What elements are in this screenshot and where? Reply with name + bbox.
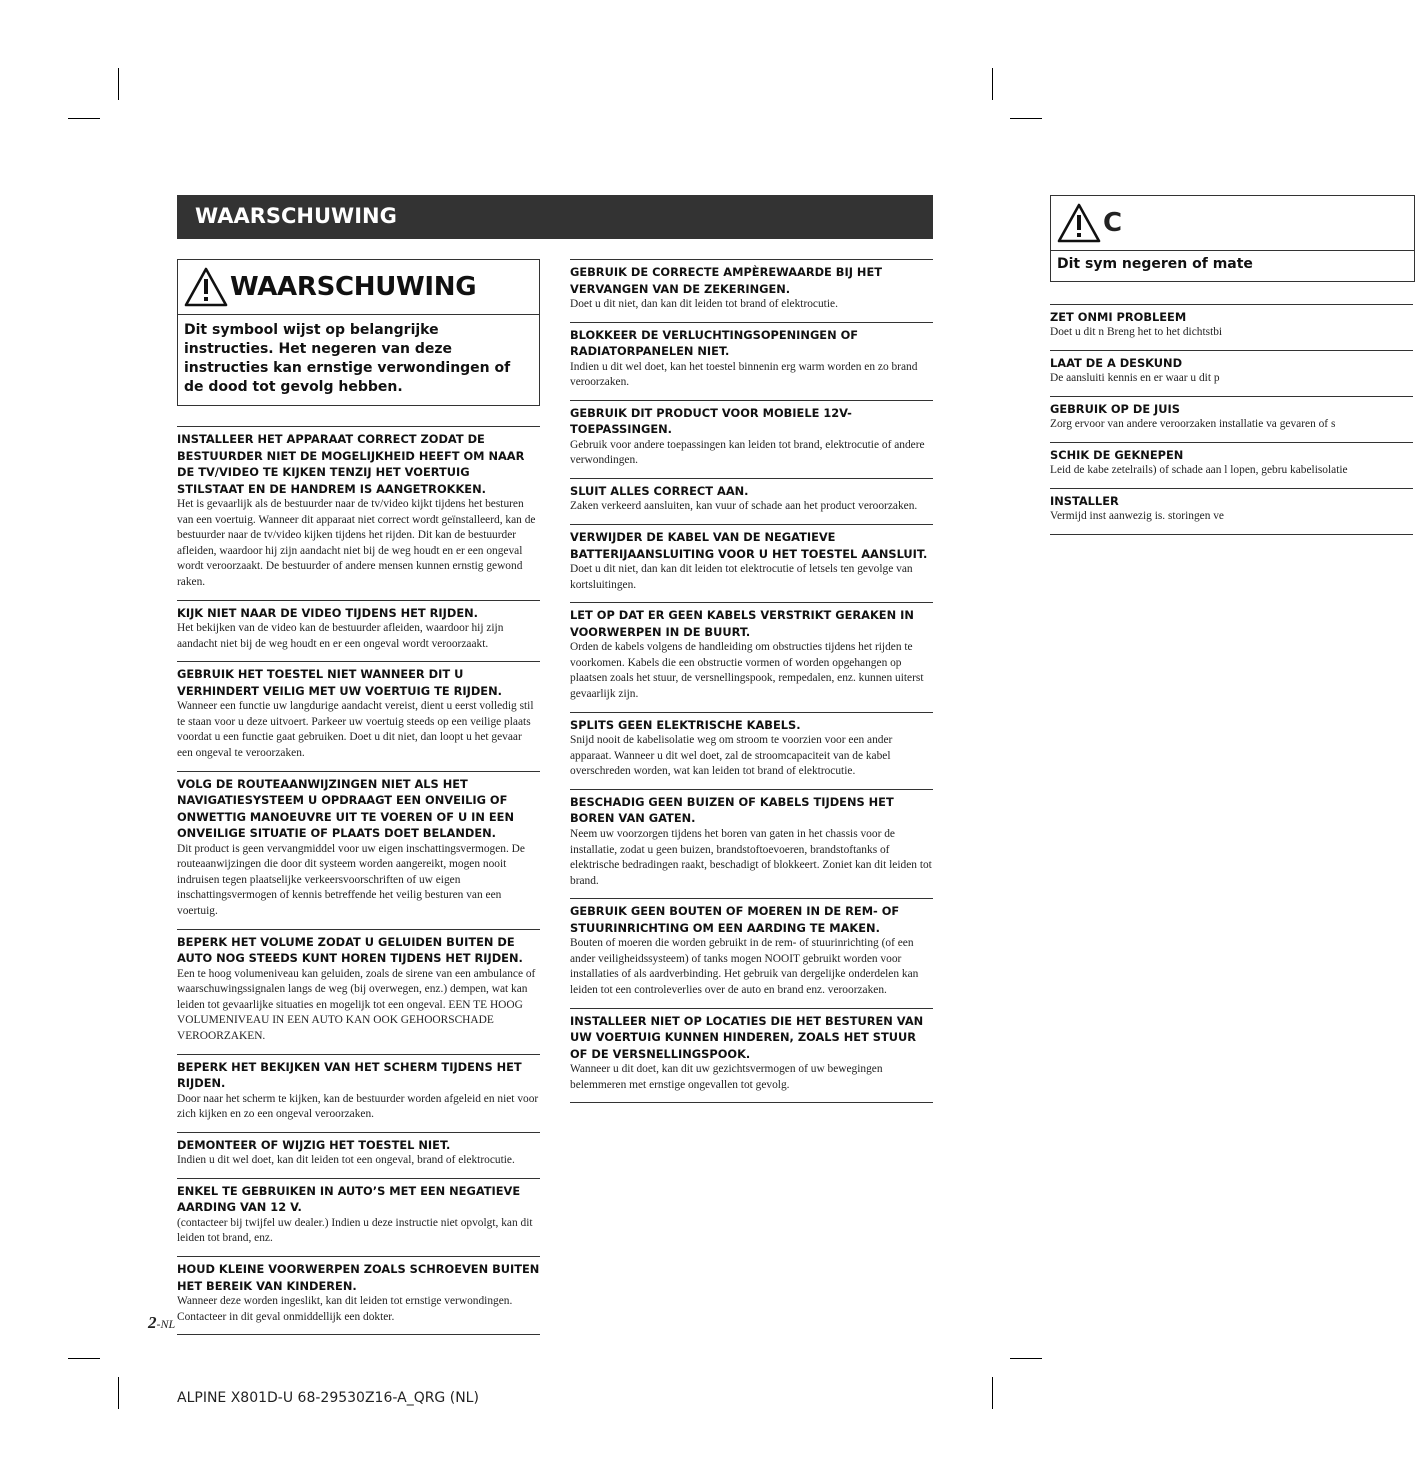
left-sections [177, 426, 540, 1335]
section-heading: HOUD KLEINE VOORWERPEN ZOALS SCHROEVEN BUITEN HET BEREIK VAN KINDEREN. [177, 1262, 540, 1293]
section-body: (contacteer bij twijfel uw dealer.) Indien u deze instructie niet opvolgt, kan dit leiden tot brand, enz. [177, 1216, 533, 1245]
section-heading: INSTALLER [1050, 493, 1119, 508]
crop-mark [118, 68, 119, 100]
warning-section [570, 478, 933, 524]
caution-section [1050, 304, 1413, 350]
warning-section [177, 929, 540, 1054]
page-number [148, 1313, 175, 1333]
section-heading: VERWIJDER DE KABEL VAN DE NEGATIEVE BATTERIJAANSLUITING VOOR U HET TOESTEL AANSLUIT. [570, 530, 928, 561]
banner-rule [177, 236, 933, 239]
section-heading: GEBRUIK DE CORRECTE AMPÈREWAARDE BIJ HET VERVANGEN VAN DE ZEKERINGEN. [570, 265, 883, 296]
warning-section [177, 1178, 540, 1256]
section-body: Doet u dit niet, dan kan dit leiden tot elektrocutie of letsels ten gevolge van kortsluitingen. [570, 563, 913, 591]
section-body: Vermijd inst aanwezig is. storingen ve [1050, 510, 1224, 523]
crop-mark [1010, 1358, 1042, 1359]
caution-box [1050, 195, 1415, 282]
crop-mark [992, 68, 993, 100]
caution-box-header [1051, 196, 1414, 251]
warning-box-text: Dit symbool wijst op belangrijke instructies. Het negeren van deze instructies kan ernstige verwondingen of de dood tot gevolg hebben. [184, 322, 511, 395]
section-heading: GEBRUIK DIT PRODUCT VOOR MOBIELE 12V-TOEPASSINGEN. [570, 405, 852, 437]
section-heading: GEBRUIK OP DE JUIS [1050, 401, 1180, 416]
section-heading: ENKEL TE GEBRUIKEN IN AUTO’S MET EEN NEGATIEVE AARDING VAN 12 V. [177, 1183, 521, 1215]
warning-section [570, 1008, 933, 1104]
page-number-suffix: -NL [156, 1317, 176, 1331]
warning-triangle-icon [1057, 203, 1101, 243]
warning-box-title: WAARSCHUWING [230, 272, 477, 302]
section-heading: KIJK NIET NAAR DE VIDEO TIJDENS HET RIJDEN. [177, 605, 479, 620]
warning-section [570, 602, 933, 711]
section-body: Het bekijken van de video kan de bestuurder afleiden, waardoor hij zijn aandacht niet bij de weg houdt en er een ongeval wordt veroorzaakt. [177, 622, 504, 650]
crop-mark [68, 1358, 100, 1359]
section-body: Neem uw voorzorgen tijdens het boren van gaten in het chassis voor de installatie, zodat u geen buizen, brandstoftoevoeren, brandstoftanks of elektrische bedradingen raakt, beschadigt of blokkeert. Zoniet kan dit leiden tot brand. [570, 827, 932, 887]
section-body: Het is gevaarlijk als de bestuurder naar de tv/video kijkt tijdens het besturen van een voertuig. Wanneer dit apparaat niet correct wordt geïnstalleerd, kan de bestuurder naar de tv/video kijken tijdens het rijden. Dit kan de bestuurder afleiden, waardoor hij zijn aandacht niet bij de weg houdt en er een ongeval wordt veroorzaakt. De bestuurder of andere mensen kunnen ernstig gewond raken. [177, 498, 536, 588]
warning-triangle-icon [184, 267, 228, 307]
warning-section [177, 1054, 540, 1132]
section-body: Dit product is geen vervangmiddel voor uw eigen inschattingsvermogen. De routeaanwijzingen die door dit systeem worden aangereikt, mogen nooit indruisen tegen plaatselijke verkeersvoorschriften of uw eigen inschattingsvermogen of kennis betreffende het veilig besturen van een voertuig. [177, 842, 525, 917]
middle-column [570, 259, 933, 1103]
section-heading: GEBRUIK GEEN BOUTEN OF MOEREN IN DE REM- OF STUURINRICHTING OM EEN AARDING TE MAKEN. [570, 904, 900, 935]
section-body: Wanneer een functie uw langdurige aandacht vereist, dient u eerst volledig stil te staan voor u deze uitvoert. Parkeer uw voertuig steeds op een veilige plaats voordat u een functie gaat gebruiken. Doet u dit niet, dan loopt u het gevaar een ongeval te veroorzaken. [177, 700, 534, 760]
warning-section [177, 1132, 540, 1178]
section-body: Zaken verkeerd aansluiten, kan vuur of schade aan het product veroorzaken. [570, 500, 918, 513]
section-body: Leid de kabe zetelrails) of schade aan l lopen, gebru kabelisolatie [1050, 464, 1348, 477]
section-heading: LET OP DAT ER GEEN KABELS VERSTRIKT GERAKEN IN VOORWERPEN IN DE BUURT. [570, 608, 914, 639]
crop-mark [992, 1377, 993, 1409]
document-footer: ALPINE X801D-U 68-29530Z16-A_QRG (NL) [177, 1390, 479, 1406]
section-heading: VOLG DE ROUTEAANWIJZINGEN NIET ALS HET NAVIGATIESYSTEEM U OPDRAAGT EEN ONVEILIG OF ONWETTIG MANOEUVRE UIT TE VOEREN OF U IN EEN ONVEILIGE SITUATIE OF PLAATS DOET BELANDEN. [177, 776, 514, 841]
warning-section [570, 259, 933, 322]
section-heading: DEMONTEER OF WIJZIG HET TOESTEL NIET. [177, 1137, 451, 1152]
section-body: Wanneer deze worden ingeslikt, kan dit leiden tot ernstige verwondingen. Contacteer in dit geval onmiddellijk een dokter. [177, 1295, 513, 1323]
warning-section [177, 1256, 540, 1335]
warning-section [570, 524, 933, 602]
crop-mark [1010, 118, 1042, 119]
caution-box-text: Dit sym negeren of mate [1057, 256, 1253, 272]
section-heading: BLOKKEER DE VERLUCHTINGSOPENINGEN OF RADIATORPANELEN NIET. [570, 327, 859, 359]
section-heading: BESCHADIG GEEN BUIZEN OF KABELS TIJDENS HET BOREN VAN GATEN. [570, 794, 894, 826]
section-heading: LAAT DE A DESKUND [1050, 355, 1183, 370]
section-body: Wanneer u dit doet, kan dit uw gezichtsvermogen of uw bewegingen belemmeren met ernstige ongevallen tot gevolg. [570, 1063, 883, 1091]
caution-section [1050, 442, 1413, 488]
left-column [177, 259, 540, 1335]
section-heading: INSTALLEER NIET OP LOCATIES DIE HET BESTUREN VAN UW VOERTUIG KUNNEN HINDEREN, ZOALS HET STUUR OF DE VERSNELLINGSPOOK. [570, 1013, 924, 1061]
caution-section [1050, 488, 1413, 535]
warning-section [570, 322, 933, 400]
section-heading: BEPERK HET VOLUME ZODAT U GELUIDEN BUITEN DE AUTO NOG STEEDS KUNT HOREN TIJDENS HET RIJDEN. [177, 934, 523, 966]
section-body: Zorg ervoor van andere veroorzaken installatie va gevaren of s [1050, 418, 1336, 431]
warning-section [570, 712, 933, 789]
warning-box-header [178, 260, 539, 315]
section-body: Snijd nooit de kabelisolatie weg om stroom te voorzien voor een ander apparaat. Wanneer u dit wel doet, zal de stroomcapaciteit van de kabel overschreden worden, wat kan leiden tot brand of elektrocutie. [570, 734, 893, 778]
section-body: Orden de kabels volgens de handleiding om obstructies tijdens het rijden te voorkomen. Kabels die een obstructie vormen of worden opgehangen op plaatsen zoals het stuur, de versnellingspook, rempedalen, enz. kunnen uiterst gevaarlijk zijn. [570, 641, 924, 701]
section-body: Doet u dit n Breng het to het dichtstbi [1050, 326, 1223, 338]
section-body: De aansluiti kennis en er waar u dit p [1050, 372, 1220, 385]
section-heading: SLUIT ALLES CORRECT AAN. [570, 483, 749, 498]
section-heading: INSTALLEER HET APPARAAT CORRECT ZODAT DE BESTUURDER NIET DE MOGELIJKHEID HEEFT OM NAAR DE TV/VIDEO TE KIJKEN TENZIJ HET VOERTUIG STILSTAAT EN DE HANDREM IS AANGETROKKEN. [177, 432, 525, 496]
warning-section [177, 771, 540, 929]
right-sections [1050, 304, 1413, 535]
crop-mark [118, 1377, 119, 1409]
warning-box [177, 259, 540, 406]
section-heading: BEPERK HET BEKIJKEN VAN HET SCHERM TIJDENS HET RIJDEN. [177, 1059, 522, 1091]
section-heading: SPLITS GEEN ELEKTRISCHE KABELS. [570, 717, 801, 732]
section-body: Bouten of moeren die worden gebruikt in de rem- of stuurinrichting (of een ander veiligheidssysteem) of tanks mogen NOOIT gebruikt worden voor installaties of als aardverbinding. Het gebruik van dergelijke onderdelen kan leiden tot een controleverlies over de auto en brand enz. veroorzaken. [570, 937, 919, 997]
warning-section [177, 600, 540, 662]
section-body: Een te hoog volumeniveau kan geluiden, zoals de sirene van een ambulance of waarschuwingssignalen langs de weg (bij overwegen, enz.) dempen, wat kan leiden tot gevaarlijke situaties en mogelijk tot een ongeval. EEN TE HOOG VOLUMENIVEAU IN EEN AUTO KAN OOK GEHOORSCHADE VEROORZAKEN. [177, 967, 536, 1042]
warning-section [570, 898, 933, 1007]
warning-section [570, 400, 933, 478]
section-heading: ZET ONMI PROBLEEM [1050, 309, 1187, 324]
page-number-value: 2 [148, 1313, 157, 1332]
caution-box-title: C [1103, 208, 1123, 238]
warning-section [570, 789, 933, 898]
section-banner [177, 195, 933, 237]
caution-section [1050, 396, 1413, 442]
section-heading: GEBRUIK HET TOESTEL NIET WANNEER DIT U VERHINDERT VEILIG MET UW VOERTUIG TE RIJDEN. [177, 667, 502, 698]
section-body: Doet u dit niet, dan kan dit leiden tot brand of elektrocutie. [570, 298, 838, 310]
section-body: Indien u dit wel doet, kan dit leiden tot een ongeval, brand of elektrocutie. [177, 1154, 515, 1167]
crop-mark [68, 118, 100, 119]
right-column-fragment [1050, 195, 1413, 535]
warning-section [177, 426, 540, 600]
section-heading: SCHIK DE GEKNEPEN [1050, 447, 1184, 462]
section-body: Gebruik voor andere toepassingen kan leiden tot brand, elektrocutie of andere verwondingen. [570, 438, 925, 467]
banner-title: WAARSCHUWING [195, 204, 397, 228]
section-body: Indien u dit wel doet, kan het toestel binnenin erg warm worden en zo brand veroorzaken. [570, 360, 918, 389]
caution-section [1050, 350, 1413, 396]
warning-section [177, 661, 540, 770]
section-body: Door naar het scherm te kijken, kan de bestuurder worden afgeleid en niet voor zich kijken en zo een ongeval veroorzaken. [177, 1092, 539, 1121]
